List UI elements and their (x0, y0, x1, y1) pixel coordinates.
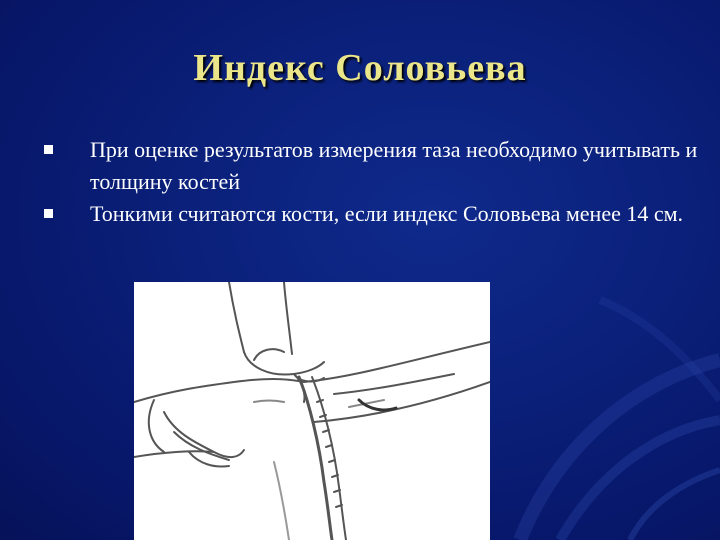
slide-title: Индекс Соловьева (193, 47, 527, 89)
bullet-item (40, 198, 700, 230)
wrist-measuring-tape-drawing-icon (134, 282, 490, 540)
square-bullet-icon (44, 145, 53, 154)
square-bullet-icon (44, 209, 53, 218)
bullet-item (40, 134, 700, 198)
bullet-list (40, 134, 700, 230)
bullet-text: Тонкими считаются кости, если индекс Соловьева менее 14 см. (90, 201, 684, 226)
wrist-measurement-illustration (134, 282, 490, 540)
bullet-text: При оценке результатов измерения таза необходимо учитывать и толщину костей (90, 137, 698, 194)
